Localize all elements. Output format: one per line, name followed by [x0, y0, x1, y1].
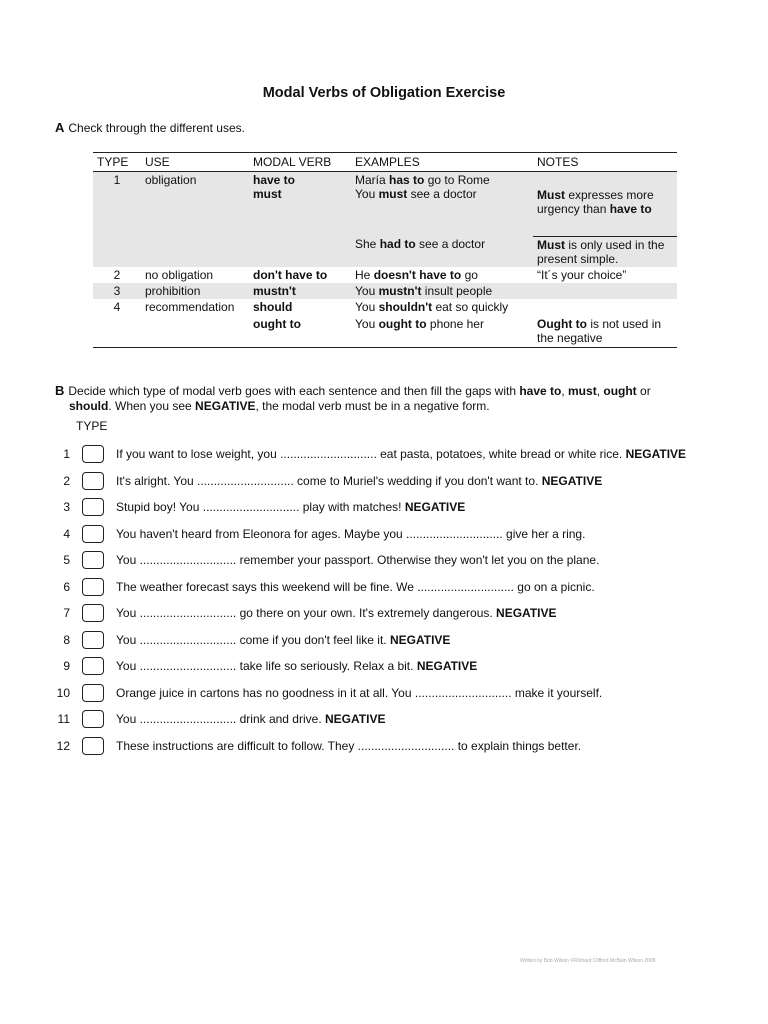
question-text: You ............................. come if you don't feel like it. NEGATIVE: [116, 632, 451, 647]
header-modal-verb: MODAL VERB: [249, 153, 351, 172]
type-answer-box[interactable]: [82, 604, 104, 622]
question-row: [0, 657, 768, 677]
row-use: no obligation: [145, 267, 214, 282]
question-number: 1: [63, 447, 70, 461]
example: You shouldn't eat so quickly: [355, 299, 509, 314]
negative-marker: NEGATIVE: [416, 659, 478, 673]
header-type: TYPE: [93, 153, 141, 172]
row-use: prohibition: [141, 283, 249, 299]
type-answer-box[interactable]: [82, 525, 104, 543]
question-number: 4: [63, 526, 70, 541]
type-answer-box[interactable]: [82, 578, 104, 596]
row-type: 3: [93, 283, 141, 299]
question-text: You ............................. take life so seriously. Relax a bit. NEGATIVE: [116, 659, 478, 673]
question-row: [0, 578, 768, 598]
example: He doesn't have to go: [355, 267, 478, 282]
question-row: [0, 498, 768, 518]
question-number: 12: [56, 738, 70, 753]
question-row: [0, 631, 768, 651]
row-type: 4: [93, 299, 141, 348]
negative-marker: NEGATIVE: [389, 632, 451, 647]
question-number: 7: [63, 606, 70, 620]
table-row: [93, 299, 677, 348]
type-answer-box[interactable]: [82, 737, 104, 755]
question-text: Orange juice in cartons has no goodness in it at all. You ............................. make it yourself.: [116, 685, 603, 700]
modal-verb: have to: [253, 173, 296, 187]
example: You must see a doctor: [355, 187, 477, 201]
type-column-label: TYPE: [76, 419, 108, 433]
modal-verb: should: [253, 299, 293, 314]
question-row: [0, 525, 768, 545]
type-answer-box[interactable]: [82, 631, 104, 649]
question-number: 11: [57, 712, 70, 726]
type-answer-box[interactable]: [82, 498, 104, 516]
question-number: 8: [63, 632, 70, 647]
question-row: [0, 710, 768, 730]
question-row: [0, 684, 768, 704]
question-text: You ............................. remember your passport. Otherwise they won't let you on the plane.: [116, 553, 600, 567]
type-answer-box[interactable]: [82, 472, 104, 490]
modal-uses-table: [93, 152, 677, 348]
question-row: [0, 737, 768, 757]
row-note: Ought to is not used in the negative: [533, 299, 677, 348]
type-answer-box[interactable]: [82, 445, 104, 463]
question-row: [0, 445, 768, 465]
table-header-row: [93, 153, 677, 172]
section-a-letter: A: [55, 120, 65, 135]
example: María has to go to Rome: [355, 173, 490, 187]
modal-verb: ought to: [253, 316, 301, 331]
type-answer-box[interactable]: [82, 551, 104, 569]
row-verbs: [249, 299, 351, 348]
negative-marker: NEGATIVE: [404, 500, 466, 514]
negative-marker: NEGATIVE: [541, 473, 603, 488]
example: You mustn't insult people: [351, 283, 533, 299]
row-verbs: [249, 172, 351, 267]
question-number: 5: [63, 553, 70, 567]
question-number: 9: [63, 659, 70, 673]
question-row: [0, 604, 768, 624]
question-number: 10: [56, 685, 70, 700]
row-note: Must expresses more urgency than have to: [533, 172, 677, 237]
question-text: You ............................. go there on your own. It's extremely dangerous. NEGATIVE: [116, 606, 557, 620]
question-text: You ............................. drink and drive. NEGATIVE: [116, 712, 386, 726]
header-examples: EXAMPLES: [351, 153, 533, 172]
modal-verb: don't have to: [253, 267, 328, 282]
section-a-instruction: Check through the different uses.: [68, 121, 245, 135]
question-number: 2: [63, 473, 70, 488]
table-row: [93, 283, 677, 299]
row-examples: [351, 172, 533, 237]
row-examples: [351, 299, 533, 348]
question-row: [0, 551, 768, 571]
negative-marker: NEGATIVE: [496, 606, 557, 620]
question-text: Stupid boy! You ............................. play with matches! NEGATIVE: [116, 500, 466, 514]
example: You ought to phone her: [355, 316, 484, 331]
section-a-heading: [55, 120, 245, 135]
footer-credit: Written by Bob Wilson ©Richard Clifford McBain Wilson 2008: [520, 958, 656, 964]
negative-marker: NEGATIVE: [325, 712, 386, 726]
question-text: You haven't heard from Eleonora for ages. Maybe you ............................. give her a ring.: [116, 526, 586, 541]
table-row: [93, 172, 677, 237]
question-row: [0, 472, 768, 492]
type-answer-box[interactable]: [82, 684, 104, 702]
row-type: 2: [113, 267, 121, 282]
question-text: It's alright. You ............................. come to Muriel's wedding if you don't want to. NEGATIVE: [116, 473, 603, 488]
row-use: obligation: [141, 172, 249, 267]
example: She had to see a doctor: [351, 236, 533, 267]
header-notes: NOTES: [533, 153, 677, 172]
page-title: Modal Verbs of Obligation Exercise: [262, 85, 506, 101]
row-type: 1: [93, 172, 141, 267]
question-text: The weather forecast says this weekend will be fine. We ............................. go on a picnic.: [116, 579, 595, 594]
modal-verb: mustn't: [249, 283, 351, 299]
question-text: These instructions are difficult to follow. They ............................. to explain things better.: [116, 738, 582, 753]
table-row: [93, 267, 677, 283]
question-text: If you want to lose weight, you ............................. eat pasta, potatoes, white bread or white rice. NEGATIVE: [116, 447, 687, 461]
type-answer-box[interactable]: [82, 710, 104, 728]
type-answer-box[interactable]: [82, 657, 104, 675]
modal-verb: must: [253, 187, 282, 201]
row-note: [533, 283, 677, 299]
row-note: “It´s your choice”: [537, 267, 627, 282]
header-use: USE: [141, 153, 249, 172]
question-number: 6: [63, 579, 70, 594]
row-note: Must is only used in the present simple.: [533, 236, 677, 267]
row-use: recommendation: [141, 299, 249, 348]
section-b-instruction: B Decide which type of modal verb goes with each sentence and then fill the gaps with have to, must, ought or should. When you see NEGATIVE, the modal verb must be in a negative form.: [55, 383, 651, 413]
section-b-letter: B: [55, 383, 65, 398]
negative-marker: NEGATIVE: [625, 447, 687, 461]
question-number: 3: [63, 500, 70, 514]
